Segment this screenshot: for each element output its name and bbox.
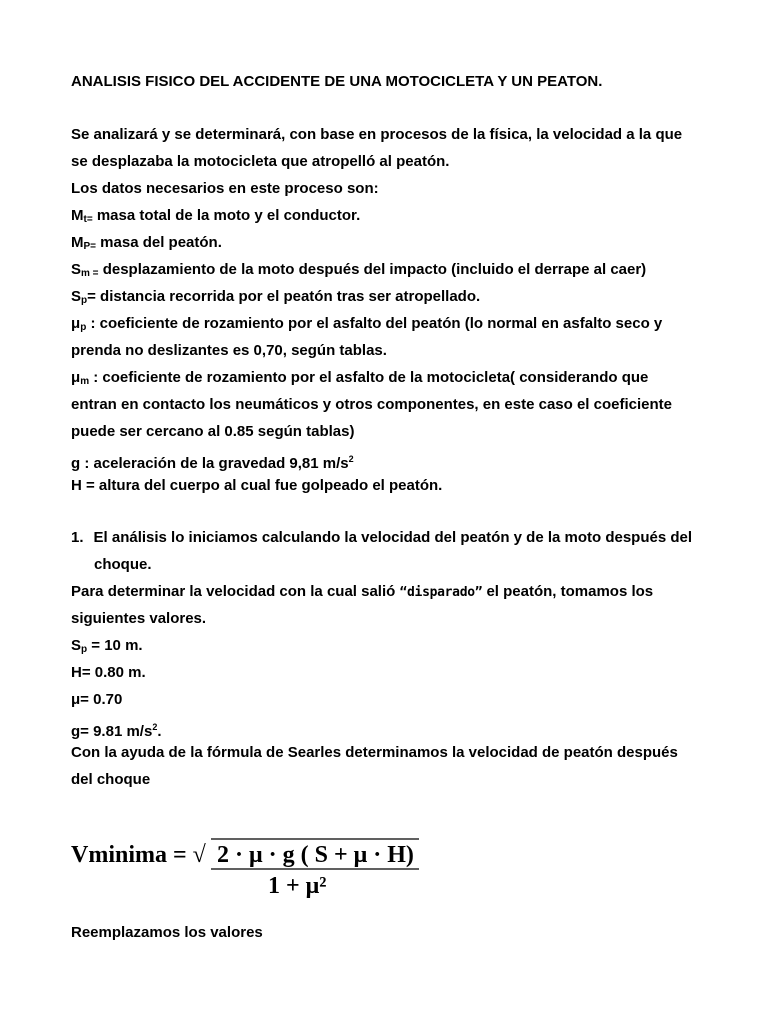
formula-numerator: 2 · μ · g ( S + μ · H) xyxy=(217,842,414,868)
formula-lhs: Vminima = √ xyxy=(71,842,206,868)
searles-formula xyxy=(71,832,431,902)
def-g-text: g : aceleración de la gravedad 9,81 m/s xyxy=(71,455,349,472)
def-sm-text: desplazamiento de la moto después del impacto (incluido el derrape al caer) xyxy=(98,261,647,278)
def-mup-symbol: μ xyxy=(71,315,81,332)
def-mt-symbol: M xyxy=(71,207,84,224)
value-mu: μ= 0.70 xyxy=(71,691,123,708)
def-sm xyxy=(71,260,646,284)
def-h: H = altura del cuerpo al cual fue golpeado el peatón. xyxy=(71,477,443,494)
step-1-text-2: choque. xyxy=(94,556,152,573)
def-g xyxy=(71,449,354,474)
replace-values: Reemplazamos los valores xyxy=(71,924,263,941)
def-mp-text: masa del peatón. xyxy=(96,234,222,251)
formula-denominator: 1 + μ² xyxy=(268,873,327,899)
para-1-quoted: “disparado” xyxy=(399,585,483,600)
searles-line-1: Con la ayuda de la fórmula de Searles determinamos la velocidad de peatón después xyxy=(71,744,678,761)
def-mum-symbol: μ xyxy=(71,369,81,386)
para-1-a: Para determinar la velocidad con la cual salió xyxy=(71,583,400,600)
def-sp-symbol: S xyxy=(71,288,82,305)
def-mup-text-2: prenda no deslizantes es 0,70, según tablas. xyxy=(71,342,387,359)
document-title: ANALISIS FISICO DEL ACCIDENTE DE UNA MOTOCICLETA Y UN PEATON. xyxy=(71,73,603,90)
def-mp-symbol: M xyxy=(71,234,84,251)
value-g-superscript: 2 xyxy=(152,722,158,732)
value-g xyxy=(71,717,162,742)
def-sm-symbol: S xyxy=(71,261,82,278)
value-sp-val: = 10 m. xyxy=(87,637,143,654)
searles-line-2: del choque xyxy=(71,771,151,788)
intro-line-1: Se analizará y se determinará, con base en procesos de la física, la velocidad a la que xyxy=(71,126,683,143)
def-mum xyxy=(71,368,648,392)
def-g-superscript: 2 xyxy=(348,454,354,464)
para-2: siguientes valores. xyxy=(71,610,207,627)
step-1-number: 1. xyxy=(71,529,84,546)
intro-line-2: se desplazaba la motocicleta que atropelló al peatón. xyxy=(71,153,450,170)
def-mup-text-1: : coeficiente de rozamiento por el asfalto del peatón (lo normal en asfalto seco y xyxy=(86,315,663,332)
step-1-line-1 xyxy=(71,528,692,548)
def-mum-text-3: puede ser cercano al 0.85 según tablas) xyxy=(71,423,355,440)
def-sp-subscript: p xyxy=(81,295,88,306)
def-sp xyxy=(71,287,480,311)
data-intro: Los datos necesarios en este proceso son: xyxy=(71,180,379,197)
def-sm-subscript: m = xyxy=(81,268,99,279)
def-mt xyxy=(71,206,360,230)
para-1-b: el peatón, tomamos los xyxy=(482,583,654,600)
def-mum-subscript: m xyxy=(80,376,90,387)
def-mum-text-2: entran en contacto los neumáticos y otros componentes, en este caso el coeficiente xyxy=(71,396,673,413)
value-sp-subscript: p xyxy=(81,644,88,655)
value-sp xyxy=(71,636,143,660)
def-mt-subscript: t= xyxy=(83,214,93,225)
def-mup-subscript: p xyxy=(80,322,87,333)
def-sp-text: = distancia recorrida por el peatón tras ser atropellado. xyxy=(87,288,481,305)
value-h: H= 0.80 m. xyxy=(71,664,146,681)
value-g-text: g= 9.81 m/s xyxy=(71,723,153,740)
step-1-text-1: El análisis lo iniciamos calculando la velocidad del peatón y de la moto después del xyxy=(93,529,693,546)
value-sp-symbol: S xyxy=(71,637,82,654)
def-mp-subscript: P= xyxy=(83,241,97,252)
value-g-end: . xyxy=(157,723,162,740)
def-mum-text-1: : coeficiente de rozamiento por el asfalto de la motocicleta( considerando que xyxy=(89,369,649,386)
def-mp xyxy=(71,233,222,257)
def-mt-text: masa total de la moto y el conductor. xyxy=(92,207,361,224)
para-1 xyxy=(71,582,653,603)
def-mup xyxy=(71,314,662,338)
